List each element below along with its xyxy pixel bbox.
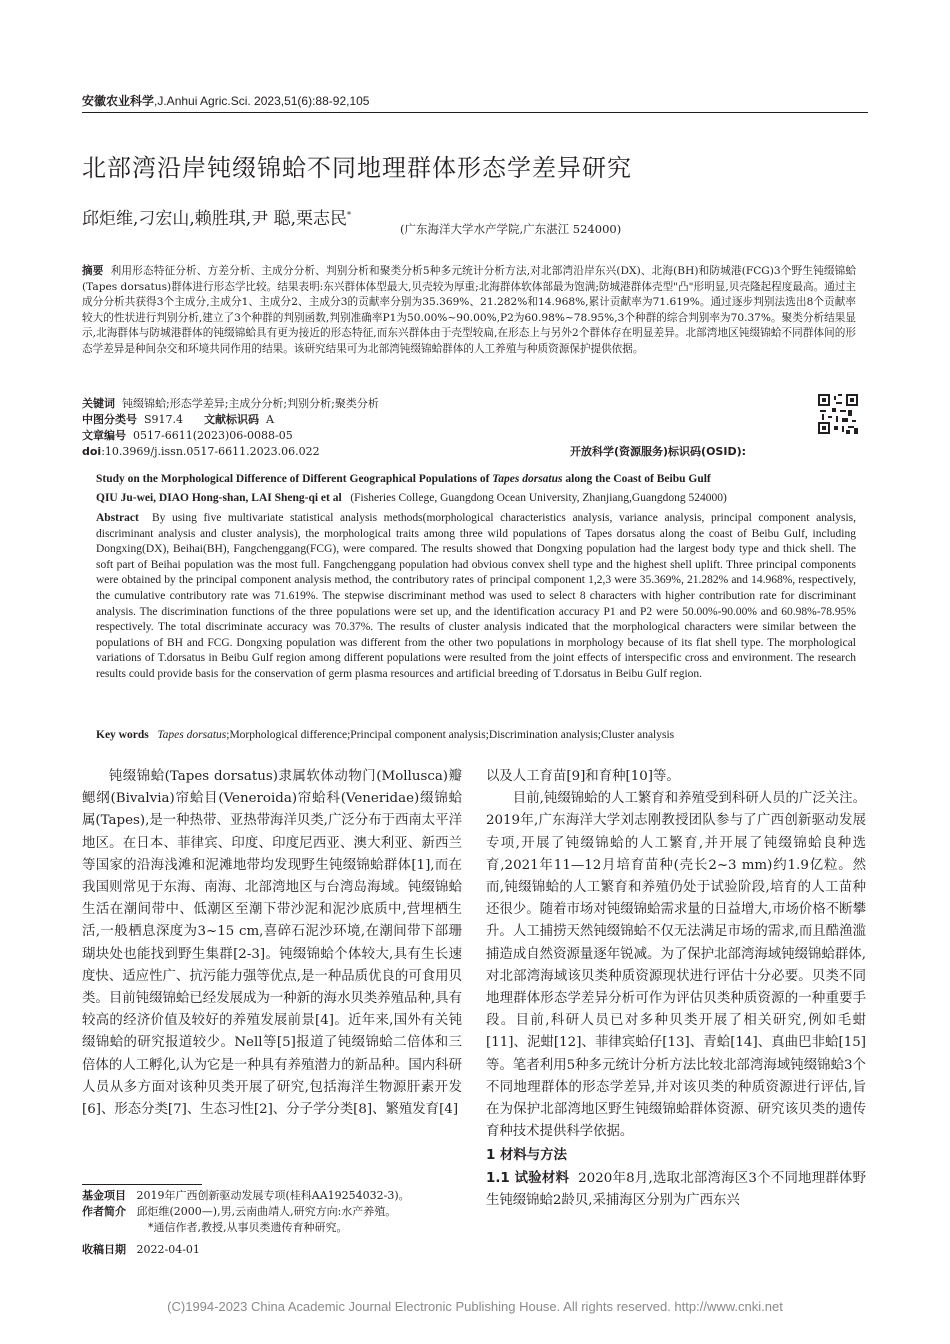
intro-continuation: 以及人工育苗[9]和育种[10]等。 bbox=[486, 769, 680, 784]
footnote-corresponding: *通信作者,教授,从事贝类遗传育种研究。 bbox=[148, 1221, 348, 1234]
osid-label: 开放科学(资源服务)标识码(OSID): bbox=[570, 445, 747, 458]
authors: 邱炬维,刁宏山,赖胜琪,尹 聪,栗志民* bbox=[82, 209, 352, 229]
english-authors: QIU Ju-wei, DIAO Hong-shan, LAI Sheng-qi et al (Fisheries College, Guangdong Ocean University, Zhanjiang,Guangdong 524000) bbox=[96, 492, 727, 504]
section-1-1: 1.1 试验材料 2020年8月,选取北部湾海区3个不同地理群体野生钝缀锦蛤2龄贝,采捕海区分别为广西东兴 bbox=[486, 1170, 866, 1208]
affiliation: (广东海洋大学水产学院,广东湛江 524000) bbox=[400, 222, 622, 236]
page-title: 北部湾沿岸钝缀锦蛤不同地理群体形态学差异研究 bbox=[82, 154, 632, 182]
section-heading-1: 1 材料与方法 bbox=[486, 1148, 567, 1164]
english-abstract: Abstract By using five multivariate statistical analysis methods(morphological characteristics analysis, variance analysis, principal component analysis, discriminant analysis and cluster analysis), the morphological traits among three wild populations of Tapes dorsatus along the coast of Beibu Gulf, including Dongxing(DX), Beihai(BH), Fangchenggang(FCG), were compared. The results showed that Dongxing population had the largest body type and thick shell. The soft part of Beihai population was the most full. Fangchenggang population had obvious convex shell type and the highest shell uplift. Three principal components were obtained by the principal component analysis method, the contributory rates of principal component 1,2,3 were 35.369%, 21.282% and 14.968%, respectively, the cumulative contributory rate was 71.619%. The stepwise discriminant method was used to select 8 characters with higher contribution rate for discriminant analysis. The discrimination functions of the three populations were set up, and the identification accuracy P1 and P2 were 50.00%-90.00% and 60.98%-78.95% respectively. The total discriminate accuracy was 70.37%. The results of cluster analysis indicated that the morphological characters were similar between the populations of BH and FCG. Dongxing population was different from the other two populations in morphology because of its flat shell type. The morphological variations of T.dorsatus in Beibu Gulf region among different populations were resulted from the joint effects of interspecific cross and environment. The research results could provide basis for the conservation of germ plasma resources and artificial breeding of T.dorsatus in Beibu Gulf region. bbox=[96, 512, 857, 680]
article-number: 文章编号 0517-6611(2023)06-0088-05 bbox=[82, 429, 293, 442]
english-keywords: Key words Tapes dorsatus;Morphological difference;Principal component analysis;Discrimination analysis;Cluster analysis bbox=[96, 729, 675, 741]
doi[interactable]: doi:10.3969/j.issn.0517-6611.2023.06.022 bbox=[82, 445, 320, 458]
intro-paragraph-1: 钝缀锦蛤(Tapes dorsatus)隶属软体动物门(Mollusca)瓣鳃纲(Bivalvia)帘蛤目(Veneroida)帘蛤科(Veneridae)缀锦蛤属(Tapes),是一种热带、亚热带海洋贝类,广泛分布于西南太平洋地区。在日本、菲律宾、印度、印度尼西亚、澳大利亚、新西兰等国家的沿海浅滩和泥滩地带均发现野生钝缀锦蛤群体[1],而在我国则常见于东海、南海、北部湾地区与台湾岛海域。钝缀锦蛤生活在潮间带中、低潮区至潮下带沙泥和泥沙底质中,营埋栖生活,一般栖息深度为3~15 cm,喜碎石泥沙环境,在潮间带下部珊瑚块处也能找到野生集群[2-3]。钝缀锦蛤个体较大,具有生长速度快、适应性广、抗污能力强等优点,是一种品质优良的可食用贝类。目前钝缀锦蛤已经发展成为一种新的海水贝类养殖品种,具有较高的经济价值及较好的养殖发展前景[4]。近年来,国外有关钝缀锦蛤的研究报道较少。Nell等[5]报道了钝缀锦蛤二倍体和三倍体的人工孵化,认为它是一种具有养殖潜力的新品种。国内科研人员从多方面对该种贝类开展了研究,包括海洋生物源肝素开发[6]、形态分类[7]、生态习性[2]、分子学分类[8]、繁殖发育[4] bbox=[82, 769, 462, 1118]
keywords: 关键词 钝缀锦蛤;形态学差异;主成分分析;判别分析;聚类分析 bbox=[82, 397, 379, 410]
intro-paragraph-2: 目前,钝缀锦蛤的人工繁育和养殖受到科研人员的广泛关注。2019年,广东海洋大学刘志刚教授团队参与了广西创新驱动发展专项,开展了钝缀锦蛤的人工繁育,并开展了钝缀锦蛤良种选育,2021年11—12月培育苗种(壳长2~3 mm)约1.9亿粒。然而,钝缀锦蛤的人工繁育和养殖仍处于试验阶段,培育的人工苗种还很少。随着市场对钝缀锦蛤需求量的日益增大,市场价格不断攀升。人工捕捞天然钝缀锦蛤不仅无法满足市场的需求,而且酷渔滥捕造成自然资源量逐年锐减。为了保护北部湾海域钝缀锦蛤群体,对北部湾海域该贝类种质资源现状进行评估十分必要。贝类不同地理群体形态学差异分析可作为评估贝类种质资源的一种重要手段。目前,科研人员已对多种贝类开展了相关研究,例如毛蚶[11]、泥蚶[12]、菲律宾蛤仔[13]、青蛤[14]、真曲巴非蛤[15]等。笔者利用5种多元统计分析方法比较北部湾海域钝缀锦蛤3个不同地理群体的形态学差异,并对该贝类的种质资源进行评估,旨在为保护北部湾地区野生钝缀锦蛤群体资源、研究该贝类的遗传育种技术提供科学依据。 bbox=[486, 791, 866, 1140]
classification: 中图分类号 S917.4 文献标识码 A bbox=[82, 413, 274, 426]
footnote-fund: 基金项目 2019年广西创新驱动发展专项(桂科AA19254032-3)。 bbox=[82, 1189, 410, 1202]
header-rule bbox=[82, 112, 868, 113]
chinese-abstract: 摘要 利用形态特征分析、方差分析、主成分分析、判别分析和聚类分析5种多元统计分析方法,对北部湾沿岸东兴(DX)、北海(BH)和防城港(FCG)3个野生钝缀锦蛤(Tapes dorsatus)群体进行形态学比较。结果表明:东兴群体体型最大,贝壳较为厚重;北海群体软体部最为饱满;防城港群体壳型"凸"形明显,贝壳隆起程度最高。通过主成分分析共获得3个主成分,主成分1、主成分2、主成分3的贡献率分别为35.369%、21.282%和14.968%,累计贡献率为71.619%。通过逐步判别法选出8个贡献率较大的性状进行判别分析,建立了3个种群的判别函数,判别准确率P1为50.00%~90.00%,P2为60.98%~78.95%,3个种群的综合判别率为70.37%。聚类分析结果显示,北海群体与防城港群体的钝缀锦蛤具有更为接近的形态特征,而东兴群体由于壳型较扁,在形态上与另外2个群体存在明显差异。北部湾地区钝缀锦蛤不同群体间的形态学差异是种间杂交和环境共同作用的结果。该研究结果可为北部湾钝缀锦蛤群体的人工养殖与种质资源保护提供依据。 bbox=[82, 265, 857, 355]
footnote-author: 作者简介 邱炬维(2000—),男,云南曲靖人,研究方向:水产养殖。 bbox=[82, 1205, 397, 1218]
journal-header: 安徽农业科学,J.Anhui Agric.Sci. 2023,51(6):88-92,105 bbox=[82, 94, 370, 108]
footnote-received-date: 收稿日期 2022-04-01 bbox=[82, 1243, 200, 1256]
english-title: Study on the Morphological Difference of Different Geographical Populations of Tapes dorsatus along the Coast of Beibu Gulf bbox=[96, 473, 711, 485]
footnote-rule bbox=[82, 1184, 202, 1185]
copyright-footer: (C)1994-2023 China Academic Journal Electronic Publishing House. All rights reserved. http://www.cnki.net bbox=[167, 1299, 783, 1314]
footnotes bbox=[82, 1188, 462, 1258]
body-column-left bbox=[82, 766, 462, 1121]
body-column-right bbox=[486, 766, 866, 1212]
qr-code-icon[interactable] bbox=[818, 394, 858, 434]
